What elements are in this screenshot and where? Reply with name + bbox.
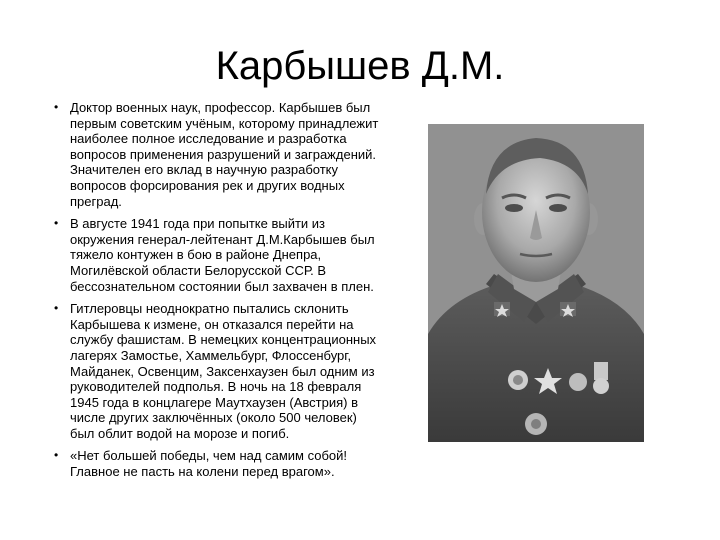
bullet-text: Доктор военных наук, профессор. Карбышев был первым советским учёным, которому принадлежит наиболее полное исследование и разработка вопросов применения разрушений и заграждений. Значителен его вклад в научную разработку вопросов форсирования рек и других водных преград. [70,100,379,209]
bullet-text: В августе 1941 года при попытке выйти из окружения генерал-лейтенант Д.М.Карбышев был тяжело контужен в бою в районе Днепра, Могилёвской области Белорусской ССР. В бессознательном состоянии был захвачен в плен. [70,216,375,294]
bullet-item [44,448,384,479]
bullet-marker: • [54,448,59,463]
portrait-photo [428,124,644,442]
bullet-text: «Нет большей победы, чем над самим собой! Главное не пасть на колени перед врагом». [70,448,347,480]
bullet-text: Гитлеровцы неоднократно пытались склонить Карбышева к измене, он отказался перейти на службу фашистам. В немецких концентрационных лагерях Замостье, Хаммельбург, Флоссенбург, Майданек, Освенцим, Заксенхаузен был одним из руководителей подполья. В ночь на 18 февраля 1945 года в концлагере Маутхаузен (Австрия) в числе других заключённых (около 500 человек) был облит водой на морозе и погиб. [70,301,377,441]
bullet-item [44,100,384,209]
portrait-illustration [428,124,644,442]
bullet-marker: • [54,301,59,316]
bullet-item [44,301,384,441]
bullet-item [44,216,384,294]
bullet-list [44,100,384,487]
slide-title: Карбышев Д.М. [215,44,505,88]
bullet-marker: • [54,216,59,231]
bullet-marker: • [54,100,59,114]
